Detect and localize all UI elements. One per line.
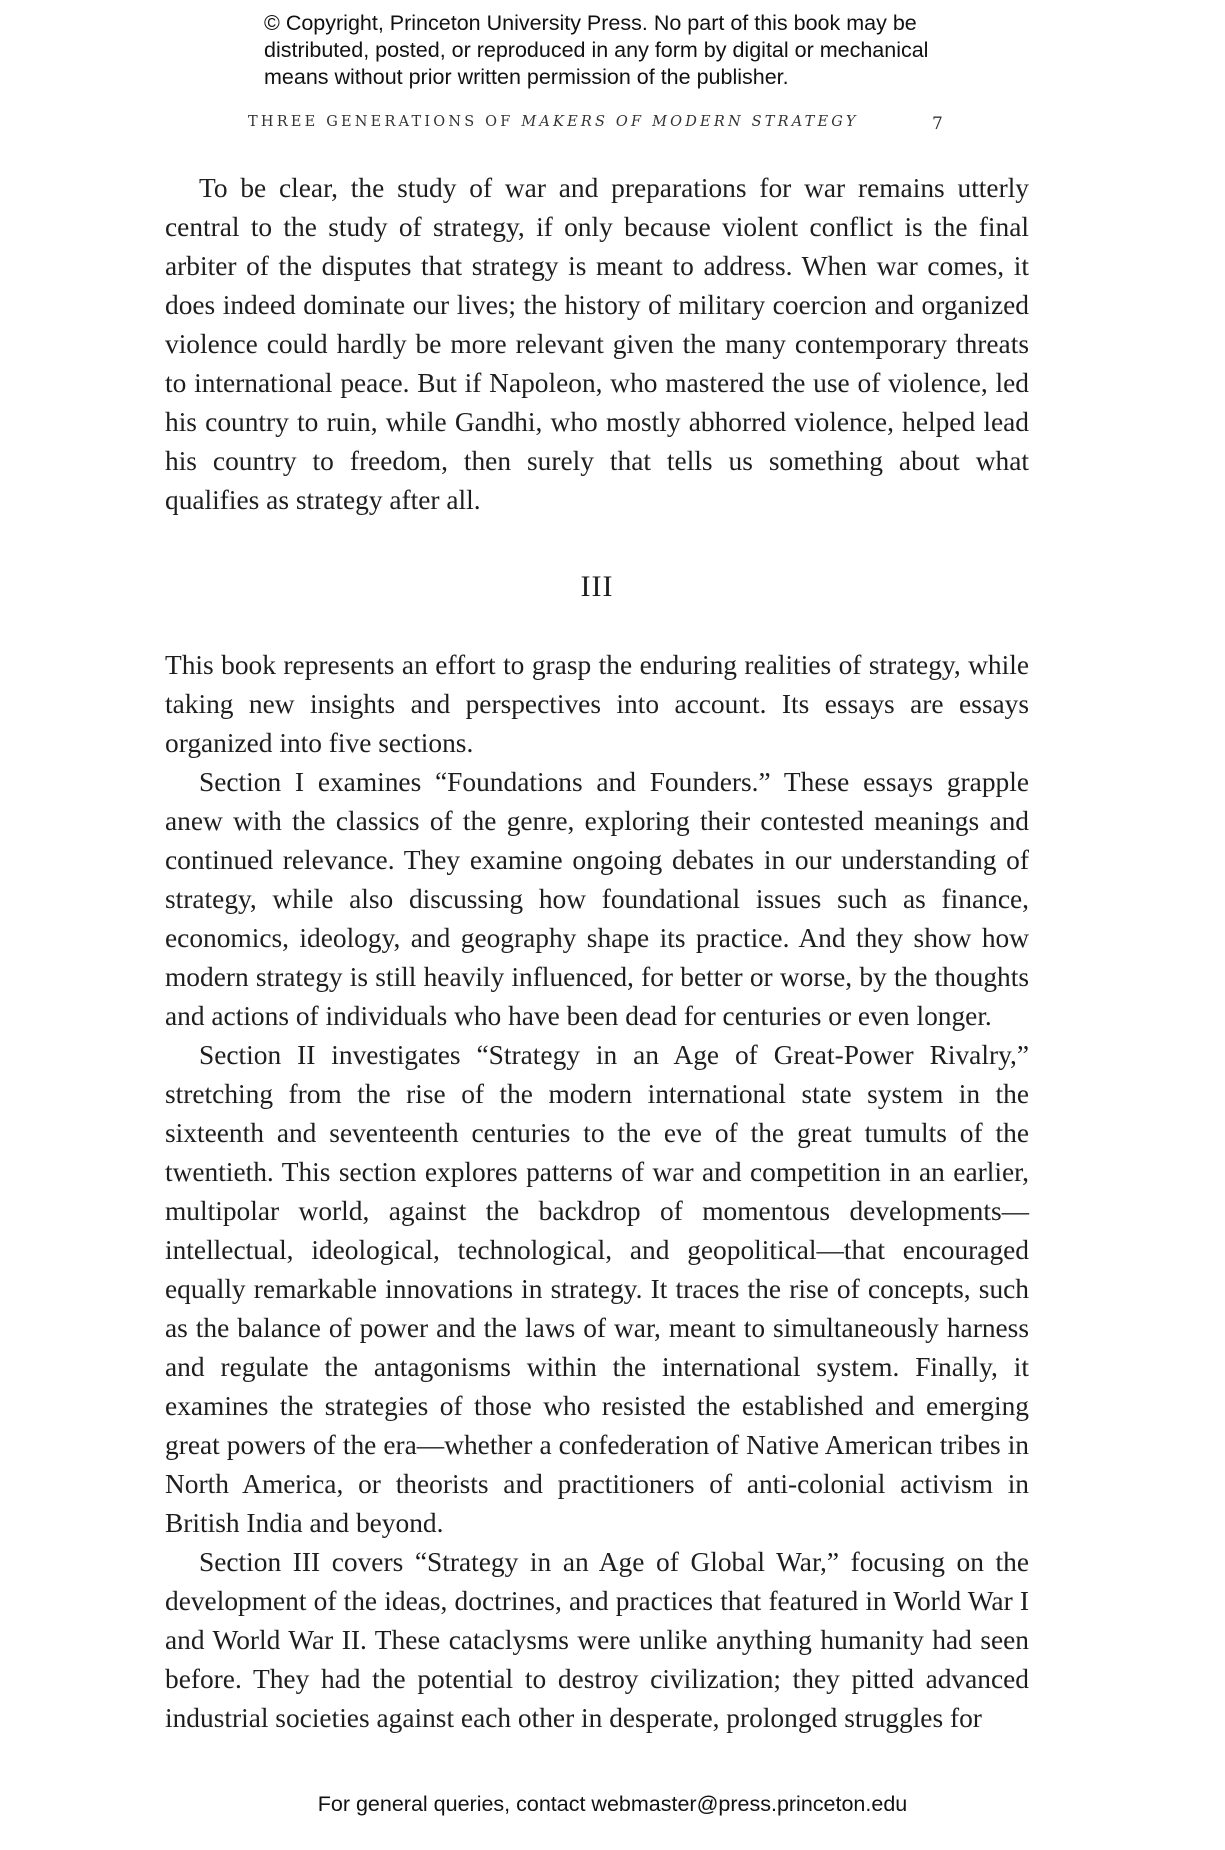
footer-contact: For general queries, contact webmaster@press.princeton.edu — [317, 1792, 908, 1816]
running-head-prefix: THREE GENERATIONS OF — [248, 114, 514, 130]
copyright-line: © Copyright, Princeton University Press. No part of this book may be — [264, 11, 917, 35]
body-paragraph: To be clear, the study of war and preparations for war remains utterly central to the study of strategy, if only because violent conflict is the final arbiter of the disputes that strategy is meant to address. When war comes, it does indeed dominate our lives; the history of military coercion and organized violence could hardly be more relevant given the many contemporary threats to international peace. But if Napoleon, who mastered the use of violence, led his country to ruin, while Gandhi, who mostly abhorred violence, helped lead his country to freedom, then surely that tells us something about what qualifies as strategy after all. — [165, 173, 1029, 515]
body-paragraph: Section II investigates “Strategy in an Age of Great-Power Rivalry,” stretching from the rise of the modern international state system in the sixteenth and seventeenth centuries to the eve of the great tumults of the twentieth. This section explores patterns of war and competition in an earlier, multipolar world, against the backdrop of momentous developments—intellectual, ideological, technological, and geopolitical—that encouraged equally remarkable innovations in strategy. It traces the rise of concepts, such as the balance of power and the laws of war, meant to simultaneously harness and regulate the antagonisms within the international system. Finally, it examines the strategies of those who resisted the established and emerging great powers of the era—whether a confederation of Native American tribes in North America, or theorists and practitioners of anti-colonial activism in British India and beyond. — [165, 1040, 1029, 1538]
body-paragraph: Section I examines “Foundations and Founders.” These essays grapple anew with the classics of the genre, exploring their contested meanings and continued relevance. They examine ongoing debates in our understanding of strategy, while also discussing how foundational issues such as finance, economics, ideology, and geography shape its practice. And they show how modern strategy is still heavily influenced, for better or worse, by the thoughts and actions of individuals who have been dead for centuries or even longer. — [165, 767, 1029, 1031]
running-head — [248, 114, 948, 134]
body-paragraph: This book represents an effort to grasp the enduring realities of strategy, while taking new insights and perspectives into account. Its essays are essays organized into five sections. — [165, 650, 1029, 758]
page-number: 7 — [932, 114, 943, 134]
running-head-book-title: MAKERS OF MODERN STRATEGY — [521, 114, 859, 130]
section-heading: III — [580, 570, 614, 603]
copyright-line: distributed, posted, or reproduced in any form by digital or mechanical — [264, 38, 929, 62]
copyright-notice — [264, 10, 1024, 91]
copyright-line: means without prior written permission of the publisher. — [264, 65, 789, 89]
page-body — [165, 169, 1029, 1738]
body-paragraph: Section III covers “Strategy in an Age of Global War,” focusing on the development of the ideas, doctrines, and practices that featured in World War I and World War II. These cataclysms were unlike anything humanity had seen before. They had the potential to destroy civilization; they pitted advanced industrial societies against each other in desperate, prolonged struggles for — [165, 1547, 1029, 1733]
